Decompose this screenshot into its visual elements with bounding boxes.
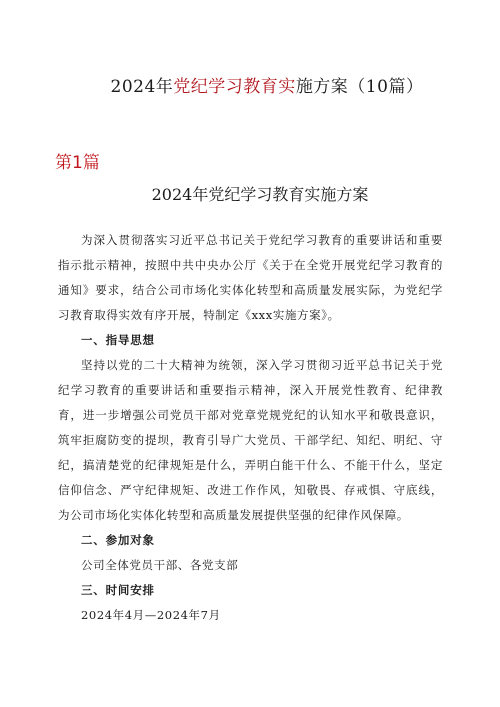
section-heading-schedule: 三、时间安排 bbox=[81, 583, 155, 597]
sub-title: 2024年党纪学习教育实施方案 bbox=[151, 185, 369, 204]
main-title-suffix: 施方案（10篇） bbox=[295, 77, 424, 97]
intro-paragraph: 为深入贯彻落实习近平总书记关于党纪学习教育的重要讲话和重要指示批示精神，按照中共中央办公厅《关于在全党开展党纪学习教育的通知》要求，结合公司市场化实体化转型和高质量发展实际，为党纪学习教育取得实效有序开展，特制定《xxx实施方案》。 bbox=[58, 233, 443, 322]
section-heading-guiding-ideology: 一、指导思想 bbox=[81, 333, 155, 347]
document-main-title bbox=[0, 72, 500, 97]
section-heading-participants: 二、参加对象 bbox=[81, 533, 155, 547]
main-title-accent: 党纪学习教育实 bbox=[173, 77, 296, 97]
section-body-guiding-ideology: 坚持以党的二十大精神为统领，深入学习贯彻习近平总书记关于党纪学习教育的重要讲话和重要指示精神，深入开展党性教育、纪律教育，进一步增强公司党员干部对党章党规党纪的认知水平和敬畏意识，筑牢拒腐防变的提坝，教育引导广大党员、干部学纪、知纪、明纪、守纪，搞清楚党的纪律规矩是什么，弄明白能干什么、不能干什么，坚定信仰信念、严守纪律规矩、改进工作作风，知敬畏、存戒惧、守底线，为公司市场化实体化转型和高质量发展提供坚强的纪律作风保障。 bbox=[58, 358, 443, 522]
part-label: 第1篇 bbox=[55, 153, 100, 173]
section-body-schedule: 2024年4月—2024年7月 bbox=[81, 608, 221, 622]
section-body-participants: 公司全体党员干部、各党支部 bbox=[81, 558, 239, 572]
document-body bbox=[58, 228, 443, 628]
main-title-prefix: 2024年 bbox=[110, 77, 174, 97]
